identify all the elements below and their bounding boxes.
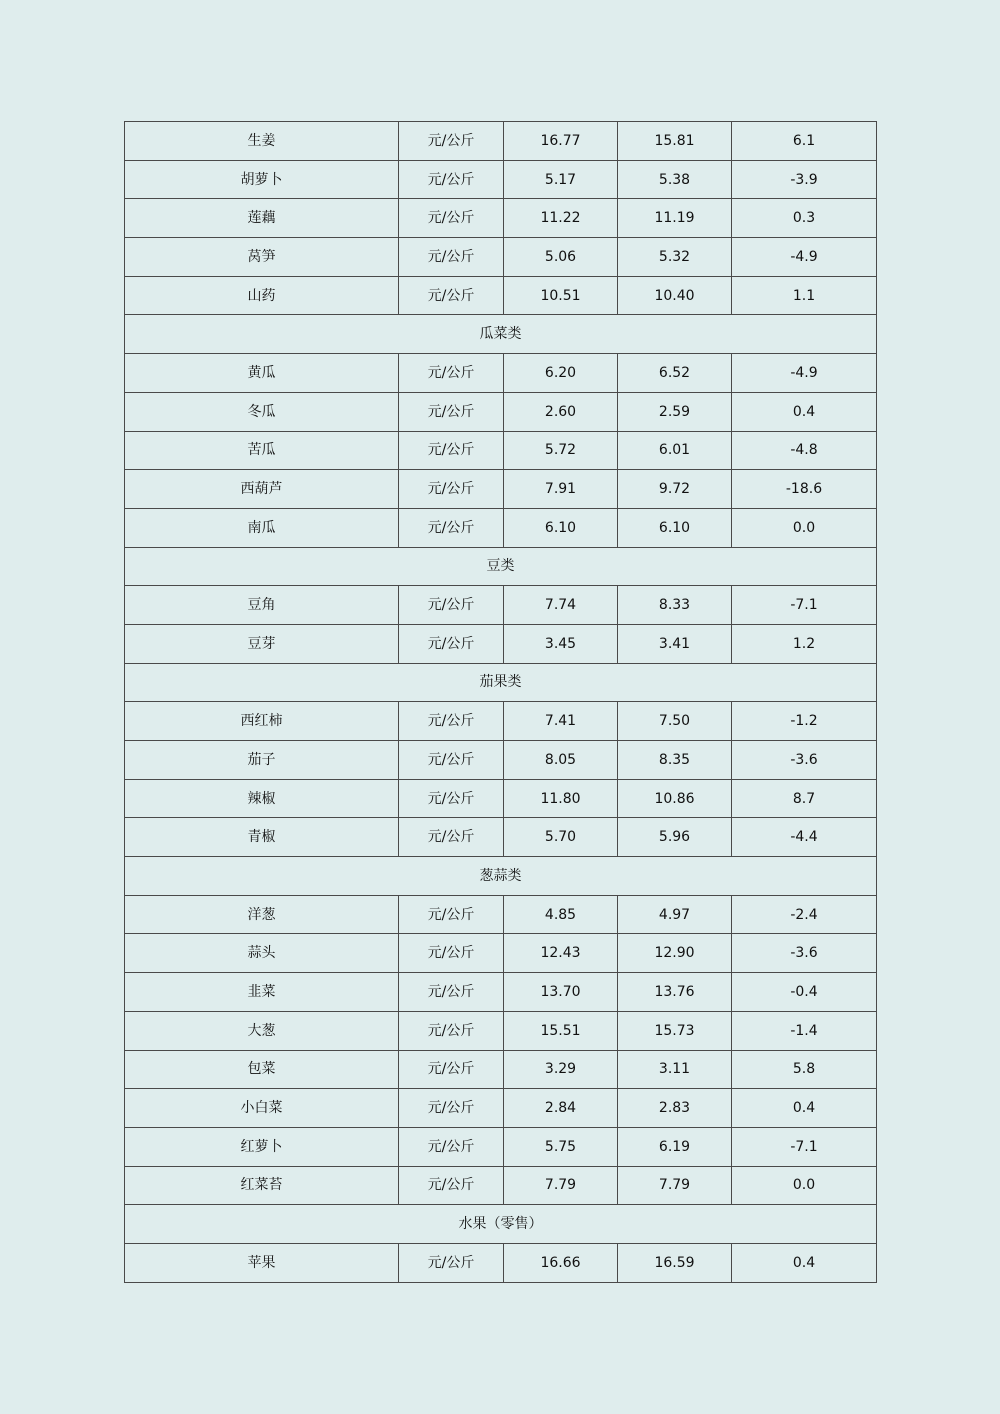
change-percent-cell: 8.7 [732,779,877,818]
item-name-cell: 莴笋 [125,238,399,277]
table-row [125,470,877,509]
table-row [125,586,877,625]
table-row [125,934,877,973]
change-percent-cell: 0.0 [732,508,877,547]
change-percent-cell: -1.2 [732,702,877,741]
unit-cell: 元/公斤 [399,122,504,161]
table-row [125,973,877,1012]
table-row [125,818,877,857]
unit-cell: 元/公斤 [399,199,504,238]
current-price-cell: 5.06 [504,238,618,277]
previous-price-cell: 7.50 [618,702,732,741]
unit-cell: 元/公斤 [399,973,504,1012]
change-percent-cell: -4.4 [732,818,877,857]
change-percent-cell: 5.8 [732,1050,877,1089]
change-percent-cell: 6.1 [732,122,877,161]
item-name-cell: 山药 [125,276,399,315]
current-price-cell: 15.51 [504,1011,618,1050]
current-price-cell: 2.84 [504,1089,618,1128]
table-row [125,1089,877,1128]
section-header-row [125,547,877,586]
previous-price-cell: 15.81 [618,122,732,161]
change-percent-cell: -0.4 [732,973,877,1012]
current-price-cell: 10.51 [504,276,618,315]
table-row [125,431,877,470]
change-percent-cell: 0.3 [732,199,877,238]
change-percent-cell: -7.1 [732,586,877,625]
current-price-cell: 3.29 [504,1050,618,1089]
previous-price-cell: 6.52 [618,354,732,393]
table-row [125,624,877,663]
section-title: 水果（零售） [125,1205,877,1244]
table-row [125,1166,877,1205]
change-percent-cell: -7.1 [732,1127,877,1166]
current-price-cell: 11.22 [504,199,618,238]
current-price-cell: 6.10 [504,508,618,547]
previous-price-cell: 7.79 [618,1166,732,1205]
price-table-body [125,122,877,1283]
current-price-cell: 3.45 [504,624,618,663]
table-row [125,160,877,199]
unit-cell: 元/公斤 [399,818,504,857]
table-row [125,354,877,393]
unit-cell: 元/公斤 [399,160,504,199]
previous-price-cell: 10.40 [618,276,732,315]
current-price-cell: 7.91 [504,470,618,509]
current-price-cell: 4.85 [504,895,618,934]
unit-cell: 元/公斤 [399,1050,504,1089]
item-name-cell: 冬瓜 [125,392,399,431]
previous-price-cell: 13.76 [618,973,732,1012]
item-name-cell: 洋葱 [125,895,399,934]
table-row [125,1011,877,1050]
change-percent-cell: -4.9 [732,354,877,393]
item-name-cell: 红萝卜 [125,1127,399,1166]
item-name-cell: 生姜 [125,122,399,161]
section-title: 瓜菜类 [125,315,877,354]
previous-price-cell: 5.38 [618,160,732,199]
price-table [124,121,877,1283]
item-name-cell: 豆芽 [125,624,399,663]
table-row [125,702,877,741]
table-row [125,1050,877,1089]
item-name-cell: 包菜 [125,1050,399,1089]
table-row [125,1127,877,1166]
current-price-cell: 7.74 [504,586,618,625]
current-price-cell: 2.60 [504,392,618,431]
table-row [125,1243,877,1282]
current-price-cell: 5.72 [504,431,618,470]
item-name-cell: 莲藕 [125,199,399,238]
unit-cell: 元/公斤 [399,1127,504,1166]
change-percent-cell: 0.4 [732,1243,877,1282]
change-percent-cell: -2.4 [732,895,877,934]
previous-price-cell: 2.59 [618,392,732,431]
change-percent-cell: 0.4 [732,392,877,431]
current-price-cell: 7.79 [504,1166,618,1205]
current-price-cell: 12.43 [504,934,618,973]
change-percent-cell: 0.4 [732,1089,877,1128]
table-row [125,508,877,547]
unit-cell: 元/公斤 [399,741,504,780]
change-percent-cell: 1.2 [732,624,877,663]
item-name-cell: 辣椒 [125,779,399,818]
previous-price-cell: 6.01 [618,431,732,470]
change-percent-cell: -4.8 [732,431,877,470]
section-title: 豆类 [125,547,877,586]
previous-price-cell: 12.90 [618,934,732,973]
item-name-cell: 大葱 [125,1011,399,1050]
unit-cell: 元/公斤 [399,895,504,934]
current-price-cell: 11.80 [504,779,618,818]
unit-cell: 元/公斤 [399,1011,504,1050]
unit-cell: 元/公斤 [399,934,504,973]
unit-cell: 元/公斤 [399,586,504,625]
current-price-cell: 6.20 [504,354,618,393]
item-name-cell: 南瓜 [125,508,399,547]
previous-price-cell: 8.33 [618,586,732,625]
unit-cell: 元/公斤 [399,779,504,818]
current-price-cell: 13.70 [504,973,618,1012]
change-percent-cell: -3.9 [732,160,877,199]
section-title: 茄果类 [125,663,877,702]
item-name-cell: 蒜头 [125,934,399,973]
unit-cell: 元/公斤 [399,702,504,741]
table-row [125,238,877,277]
previous-price-cell: 15.73 [618,1011,732,1050]
unit-cell: 元/公斤 [399,1089,504,1128]
previous-price-cell: 11.19 [618,199,732,238]
unit-cell: 元/公斤 [399,1166,504,1205]
table-row [125,199,877,238]
current-price-cell: 5.17 [504,160,618,199]
current-price-cell: 16.66 [504,1243,618,1282]
previous-price-cell: 9.72 [618,470,732,509]
item-name-cell: 西葫芦 [125,470,399,509]
item-name-cell: 苹果 [125,1243,399,1282]
previous-price-cell: 3.11 [618,1050,732,1089]
item-name-cell: 黄瓜 [125,354,399,393]
unit-cell: 元/公斤 [399,392,504,431]
change-percent-cell: -1.4 [732,1011,877,1050]
current-price-cell: 16.77 [504,122,618,161]
item-name-cell: 苦瓜 [125,431,399,470]
unit-cell: 元/公斤 [399,238,504,277]
unit-cell: 元/公斤 [399,276,504,315]
change-percent-cell: 1.1 [732,276,877,315]
item-name-cell: 豆角 [125,586,399,625]
table-row [125,122,877,161]
unit-cell: 元/公斤 [399,508,504,547]
current-price-cell: 5.70 [504,818,618,857]
current-price-cell: 8.05 [504,741,618,780]
section-title: 葱蒜类 [125,857,877,896]
unit-cell: 元/公斤 [399,1243,504,1282]
previous-price-cell: 8.35 [618,741,732,780]
change-percent-cell: -18.6 [732,470,877,509]
item-name-cell: 西红柿 [125,702,399,741]
item-name-cell: 小白菜 [125,1089,399,1128]
previous-price-cell: 10.86 [618,779,732,818]
item-name-cell: 茄子 [125,741,399,780]
table-row [125,779,877,818]
previous-price-cell: 5.32 [618,238,732,277]
item-name-cell: 胡萝卜 [125,160,399,199]
previous-price-cell: 4.97 [618,895,732,934]
unit-cell: 元/公斤 [399,431,504,470]
current-price-cell: 5.75 [504,1127,618,1166]
previous-price-cell: 2.83 [618,1089,732,1128]
change-percent-cell: -3.6 [732,934,877,973]
previous-price-cell: 5.96 [618,818,732,857]
change-percent-cell: -3.6 [732,741,877,780]
previous-price-cell: 3.41 [618,624,732,663]
unit-cell: 元/公斤 [399,624,504,663]
change-percent-cell: -4.9 [732,238,877,277]
table-row [125,895,877,934]
current-price-cell: 7.41 [504,702,618,741]
section-header-row [125,857,877,896]
section-header-row [125,315,877,354]
previous-price-cell: 6.10 [618,508,732,547]
unit-cell: 元/公斤 [399,470,504,509]
section-header-row [125,1205,877,1244]
section-header-row [125,663,877,702]
previous-price-cell: 16.59 [618,1243,732,1282]
previous-price-cell: 6.19 [618,1127,732,1166]
table-row [125,276,877,315]
change-percent-cell: 0.0 [732,1166,877,1205]
item-name-cell: 红菜苔 [125,1166,399,1205]
table-row [125,741,877,780]
item-name-cell: 韭菜 [125,973,399,1012]
table-row [125,392,877,431]
unit-cell: 元/公斤 [399,354,504,393]
item-name-cell: 青椒 [125,818,399,857]
